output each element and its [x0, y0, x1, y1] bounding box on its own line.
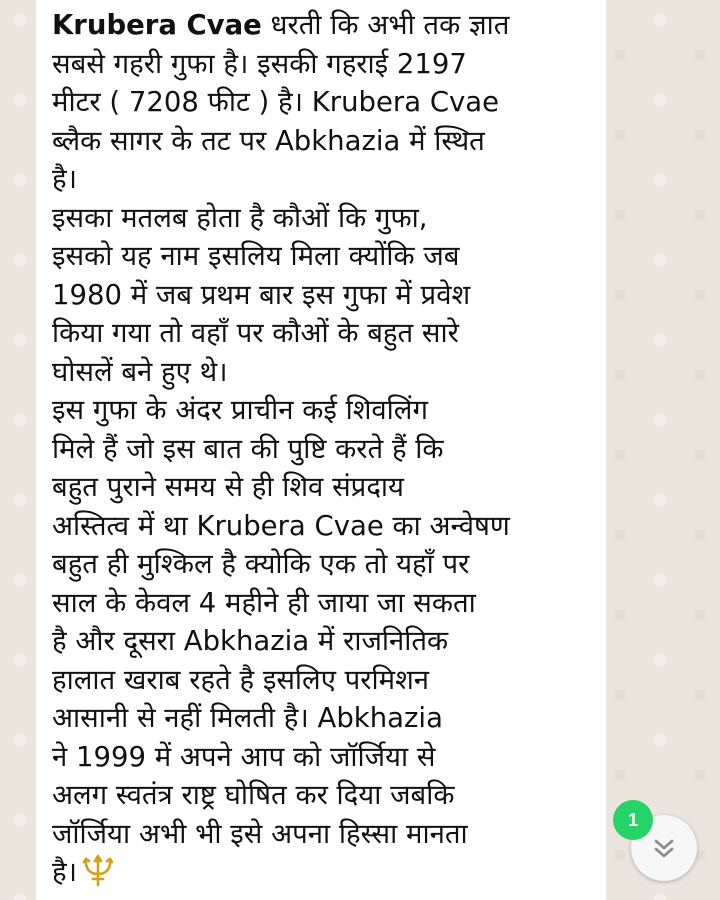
message-line-5: है। — [52, 163, 78, 195]
message-line-15: बहुत ही मुश्किल है क्योकि एक तो यहाँ पर — [52, 548, 470, 580]
message-line-19: आसानी से नहीं मिलती है। Abkhazia — [52, 702, 443, 734]
message-line-12: मिले हैं जो इस बात की पुष्टि करते हैं कि — [52, 432, 444, 465]
chevron-double-down-icon — [650, 834, 678, 862]
message-line-4: ब्लैक सागर के तट पर Abkhazia में स्थित — [52, 124, 485, 157]
message-line-22: जॉर्जिया अभी भी इसे अपना हिस्सा मानता — [52, 817, 468, 850]
message-line-2: सबसे गहरी गुफा है। इसकी गहराई 2197 — [52, 47, 467, 80]
message-line-10: घोसलें बने हुए थे। — [52, 355, 228, 388]
message-line-6: इसका मतलब होता है कौओं कि गुफा, — [52, 201, 428, 234]
message-line-20: ने 1999 में अपने आप को जॉर्जिया से — [52, 740, 436, 773]
message-bubble[interactable] — [36, 0, 606, 900]
message-line-1: Krubera Cvae धरती कि अभी तक ज्ञात — [52, 9, 510, 41]
message-line-3: मीटर ( 7208 फीट ) है। Krubera Cvae — [52, 86, 500, 118]
trident-emoji-icon — [81, 853, 115, 887]
unread-count-badge: 1 — [613, 800, 653, 840]
message-text — [52, 6, 596, 892]
message-line-8: 1980 में जब प्रथम बार इस गुफा में प्रवेश — [52, 278, 471, 311]
message-line-23: है। — [52, 853, 596, 892]
message-line-7: इसको यह नाम इसलिय मिला क्योंकि जब — [52, 240, 460, 272]
message-line-11: इस गुफा के अंदर प्राचीन कई शिवलिंग — [52, 394, 428, 426]
message-line-13: बहुत पुराने समय से ही शिव संप्रदाय — [52, 471, 405, 503]
message-line-14: अस्तित्व में था Krubera Cvae का अन्वेषण — [52, 509, 510, 542]
message-line-17: है और दूसरा Abkhazia में राजनितिक — [52, 625, 449, 657]
message-line-18: हालात खराब रहते है इसलिए परमिशन — [52, 663, 430, 696]
message-line-21: अलग स्वतंत्र राष्ट्र घोषित कर दिया जबकि — [52, 779, 455, 811]
message-bold-lead: Krubera Cvae — [52, 9, 262, 41]
message-line-16: साल के केवल 4 महीने ही जाया जा सकता — [52, 586, 476, 619]
message-line-9: किया गया तो वहाँ पर कौओं के बहुत सारे — [52, 317, 459, 349]
